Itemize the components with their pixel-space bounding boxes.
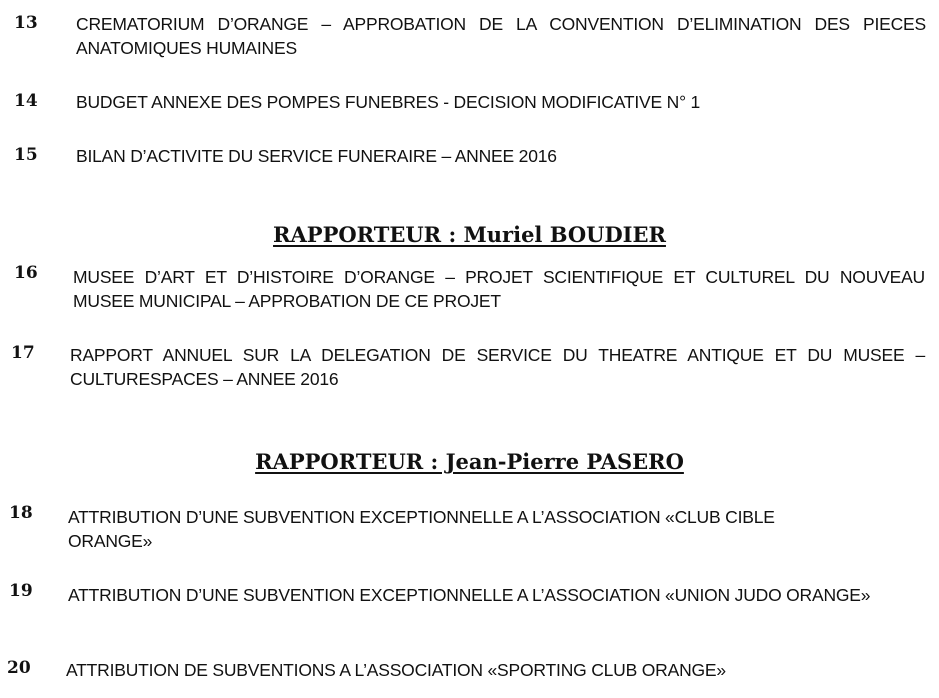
rapporteur-heading-text: RAPPORTEUR : Jean-Pierre PASERO (255, 449, 684, 474)
item-number: 18 (9, 503, 33, 523)
rapporteur-heading-pasero (0, 448, 939, 476)
item-number: 17 (11, 343, 35, 363)
item-text: BUDGET ANNEXE DES POMPES FUNEBRES - DECISION MODIFICATIVE N° 1 (76, 92, 701, 112)
item-text: BILAN D’ACTIVITE DU SERVICE FUNERAIRE – ANNEE 2016 (76, 146, 557, 166)
rapporteur-heading-boudier (0, 221, 939, 249)
item-number: 14 (14, 91, 38, 111)
item-number: 15 (14, 145, 38, 165)
item-text: ATTRIBUTION D’UNE SUBVENTION EXCEPTIONNELLE A L’ASSOCIATION «UNION JUDO ORANGE» (68, 585, 871, 605)
item-number: 13 (14, 13, 38, 33)
item-text: RAPPORT ANNUEL SUR LA DELEGATION DE SERVICE DU THEATRE ANTIQUE ET DU MUSEE – CULTURESPACES – ANNEE 2016 (70, 345, 925, 389)
item-text: ATTRIBUTION D’UNE SUBVENTION EXCEPTIONNELLE A L’ASSOCIATION «CLUB CIBLE ORANGE» (68, 507, 775, 551)
item-number: 19 (9, 581, 33, 601)
item-number: 20 (7, 658, 31, 678)
item-text: ATTRIBUTION DE SUBVENTIONS A L’ASSOCIATION «SPORTING CLUB ORANGE» (66, 660, 726, 680)
item-text: CREMATORIUM D’ORANGE – APPROBATION DE LA CONVENTION D’ELIMINATION DES PIECES ANATOMIQUES HUMAINES (76, 14, 926, 58)
item-text: MUSEE D’ART ET D’HISTOIRE D’ORANGE – PROJET SCIENTIFIQUE ET CULTUREL DU NOUVEAU MUSEE MUNICIPAL – APPROBATION DE CE PROJET (73, 267, 925, 311)
rapporteur-heading-text: RAPPORTEUR : Muriel BOUDIER (273, 222, 666, 247)
item-number: 16 (14, 263, 38, 283)
